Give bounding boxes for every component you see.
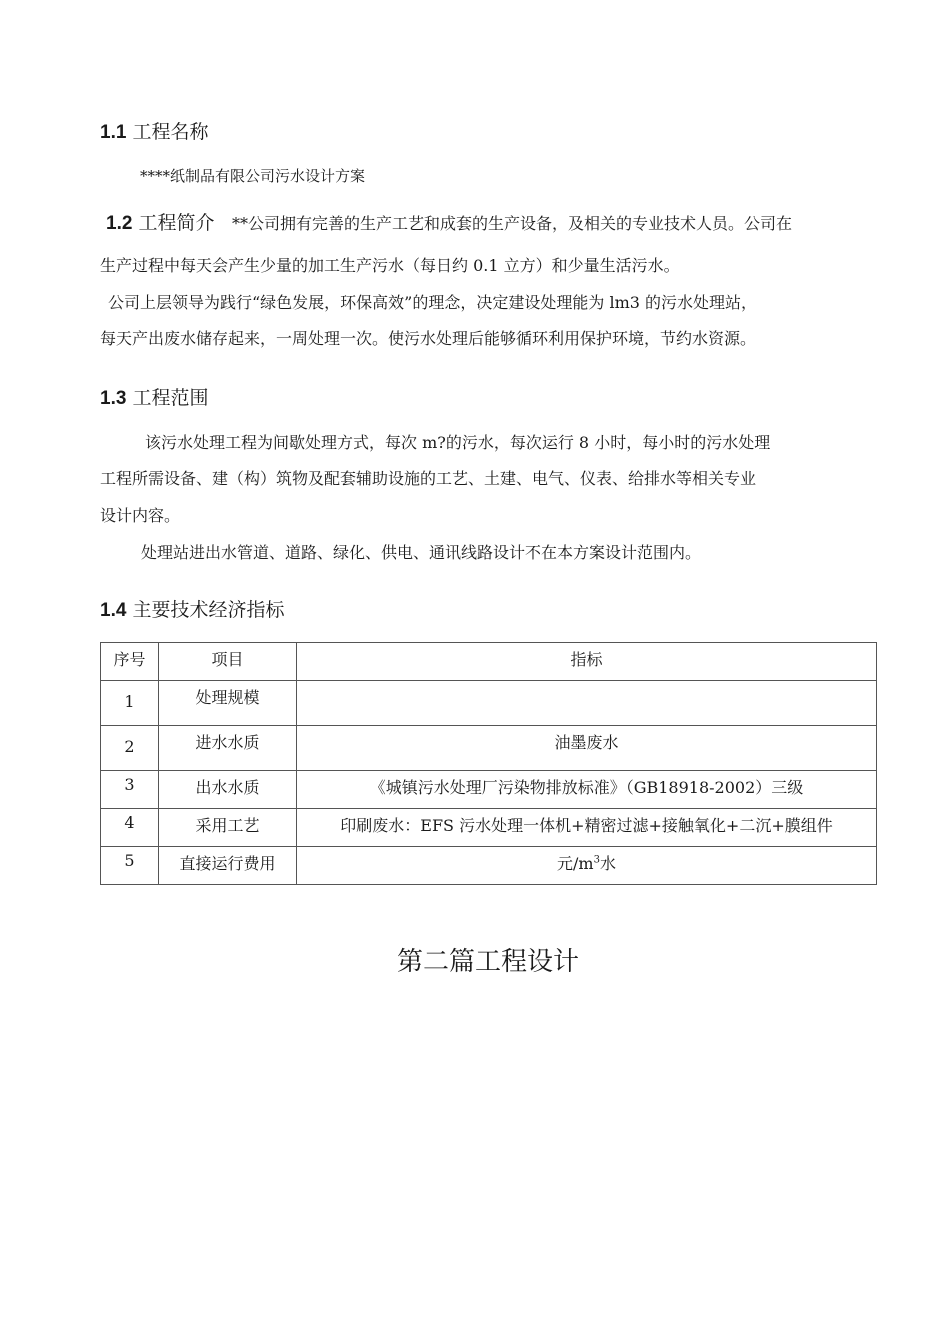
tech-economic-table [100, 642, 877, 885]
table-row [101, 771, 877, 809]
row-no: 1 [101, 681, 159, 726]
scope-line-3: 设计内容。 [100, 506, 181, 525]
heading-title: 工程简介 [138, 212, 215, 234]
table-row [101, 681, 877, 726]
heading-number: 1.2 [106, 213, 133, 234]
heading-1-2 [106, 208, 214, 235]
row-item: 出水水质 [159, 771, 297, 809]
row-no: 2 [101, 726, 159, 771]
row-item: 进水水质 [159, 726, 297, 771]
heading-title: 主要技术经济指标 [132, 599, 285, 621]
scope-line-1: 该污水处理工程为间歇处理方式，每次 m?的污水，每次运行 8 小时，每小时的污水处理 [145, 433, 771, 452]
row-item: 采用工艺 [159, 809, 297, 847]
value-suffix: 水 [599, 854, 616, 873]
heading-number: 1.3 [100, 388, 127, 409]
table-row [101, 847, 877, 885]
row-value: 印刷废水：EFS 污水处理一体机+精密过滤+接触氧化+二沉+膜组件 [297, 809, 877, 847]
row-no: 5 [101, 847, 159, 885]
heading-1-3 [100, 383, 208, 410]
intro-line-3: 公司上层领导为践行“绿色发展，环保高效”的理念，决定建设处理能为 lm3 的污水处理站， [108, 293, 758, 312]
heading-number: 1.4 [100, 600, 127, 621]
heading-1-4 [100, 595, 284, 622]
table-row [101, 726, 877, 771]
intro-line-1: **公司拥有完善的生产工艺和成套的生产设备，及相关的专业技术人员。公司在 [232, 214, 793, 233]
header-indicator: 指标 [297, 643, 877, 681]
row-value: 《城镇污水处理厂污染物排放标准》（GB18918-2002）三级 [297, 771, 877, 809]
value-superscript: 3 [593, 854, 600, 866]
intro-line-2: 生产过程中每天会产生少量的加工生产污水（每日约 0.1 立方）和少量生活污水。 [100, 256, 680, 275]
row-value [297, 681, 877, 726]
heading-number: 1.1 [100, 122, 127, 143]
intro-line-4: 每天产出废水储存起来，一周处理一次。使污水处理后能够循环利用保护环境，节约水资源。 [100, 329, 757, 348]
row-no: 4 [101, 809, 159, 847]
value-unit: 元/m [557, 854, 594, 873]
scope-line-4: 处理站进出水管道、道路、绿化、供电、通讯线路设计不在本方案设计范围内。 [141, 543, 702, 562]
row-value: 油墨废水 [297, 726, 877, 771]
row-no: 3 [101, 771, 159, 809]
row-value [297, 847, 877, 885]
project-name-text: ****纸制品有限公司污水设计方案 [140, 167, 366, 185]
heading-title: 工程名称 [132, 121, 209, 143]
heading-1-1 [100, 117, 208, 144]
header-no: 序号 [101, 643, 159, 681]
part-two-title: 第二篇工程设计 [396, 947, 579, 977]
scope-line-2: 工程所需设备、建（构）筑物及配套辅助设施的工艺、土建、电气、仪表、给排水等相关专业 [100, 469, 757, 488]
heading-title: 工程范围 [132, 387, 209, 409]
table-row [101, 809, 877, 847]
table-header-row [101, 643, 877, 681]
row-item: 处理规模 [159, 681, 297, 726]
row-item: 直接运行费用 [159, 847, 297, 885]
header-item: 项目 [159, 643, 297, 681]
